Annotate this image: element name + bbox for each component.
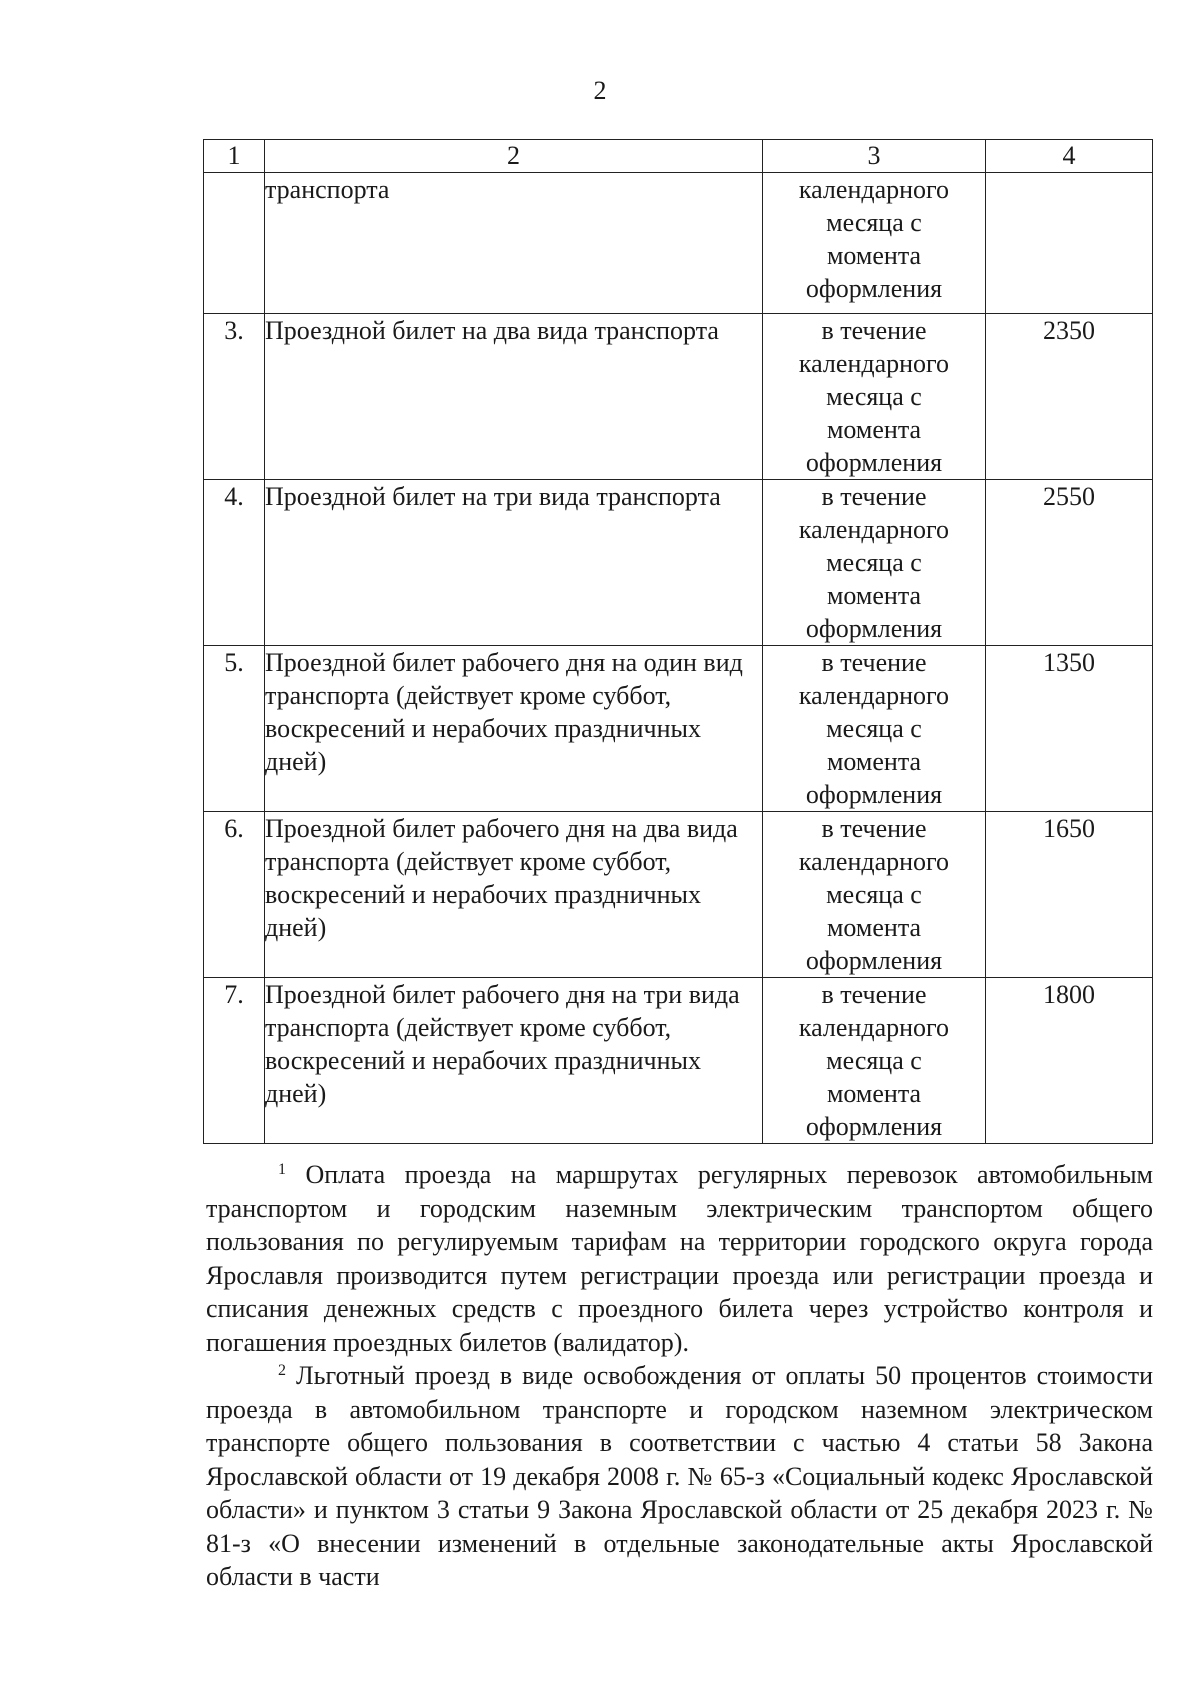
ticket-name: Проездной билет рабочего дня на три вида транспорта (действует кроме суббот, воскресений и нерабочих праздничных дней) bbox=[265, 978, 763, 1144]
table-row bbox=[204, 480, 1153, 646]
row-number: 6. bbox=[204, 812, 265, 978]
ticket-price: 1650 bbox=[986, 812, 1153, 978]
table-header-row bbox=[204, 140, 1153, 173]
table-row bbox=[204, 812, 1153, 978]
table-row bbox=[204, 173, 1153, 314]
footnote-text: Оплата проезда на маршрутах регулярных перевозок автомобильным транспортом и городским наземным электрическим транспортом общего пользования по регулируемым тарифам на территории городского округа города Ярославля производится путем регистрации проезда или регистрации проезда и списания денежных средств с проездного билета через устройство контроля и погашения проездных билетов (валидатор). bbox=[206, 1160, 1153, 1357]
header-cell: 1 bbox=[204, 140, 265, 173]
footnote bbox=[206, 1158, 1153, 1359]
table-row bbox=[204, 314, 1153, 480]
footnotes bbox=[206, 1158, 1153, 1594]
ticket-name: Проездной билет на два вида транспорта bbox=[265, 314, 763, 480]
row-number: 4. bbox=[204, 480, 265, 646]
validity-period: в течение календарного месяца с момента оформления bbox=[763, 480, 986, 646]
table-row bbox=[204, 978, 1153, 1144]
page-number: 2 bbox=[593, 76, 607, 105]
ticket-price: 2350 bbox=[986, 314, 1153, 480]
ticket-name: Проездной билет рабочего дня на два вида транспорта (действует кроме суббот, воскресений и нерабочих праздничных дней) bbox=[265, 812, 763, 978]
header-cell: 2 bbox=[265, 140, 763, 173]
row-number: 7. bbox=[204, 978, 265, 1144]
footnote-mark: 1 bbox=[278, 1161, 286, 1178]
ticket-name: Проездной билет рабочего дня на один вид транспорта (действует кроме суббот, воскресений и нерабочих праздничных дней) bbox=[265, 646, 763, 812]
validity-period: календарного месяца с момента оформления bbox=[763, 173, 986, 314]
ticket-price: 1800 bbox=[986, 978, 1153, 1144]
ticket-name: транспорта bbox=[265, 173, 763, 314]
ticket-price: 1350 bbox=[986, 646, 1153, 812]
validity-period: в течение календарного месяца с момента оформления bbox=[763, 978, 986, 1144]
row-number bbox=[204, 173, 265, 314]
ticket-price bbox=[986, 173, 1153, 314]
footnote-mark: 2 bbox=[278, 1362, 286, 1379]
validity-period: в течение календарного месяца с момента оформления bbox=[763, 646, 986, 812]
tariff-table bbox=[203, 139, 1153, 1144]
validity-period: в течение календарного месяца с момента оформления bbox=[763, 314, 986, 480]
footnote-text: Льготный проезд в виде освобождения от оплаты 50 процентов стоимости проезда в автомобильном транспорте и городском наземном электрическом транспорте общего пользования в соответствии с частью 4 статьи 58 Закона Ярославской области от 19 декабря 2008 г. № 65-з «Социальный кодекс Ярославской области» и пунктом 3 статьи 9 Закона Ярославской области от 25 декабря 2023 г. № 81-з «О внесении изменений в отдельные законодательные акты Ярославской области в части bbox=[206, 1361, 1154, 1591]
ticket-price: 2550 bbox=[986, 480, 1153, 646]
row-number: 5. bbox=[204, 646, 265, 812]
header-cell: 3 bbox=[763, 140, 986, 173]
header-cell: 4 bbox=[986, 140, 1153, 173]
ticket-name: Проездной билет на три вида транспорта bbox=[265, 480, 763, 646]
row-number: 3. bbox=[204, 314, 265, 480]
footnote bbox=[206, 1359, 1153, 1594]
validity-period: в течение календарного месяца с момента оформления bbox=[763, 812, 986, 978]
table-row bbox=[204, 646, 1153, 812]
